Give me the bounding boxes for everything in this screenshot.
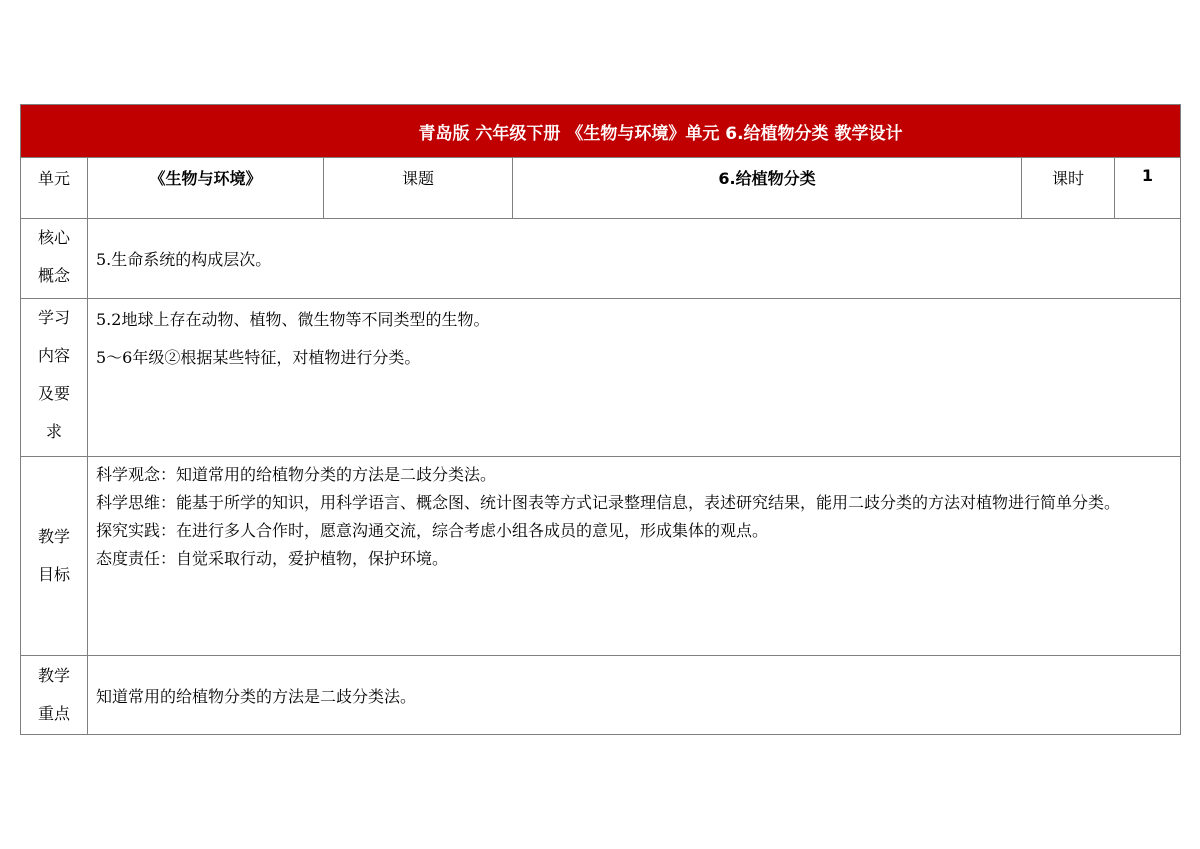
study-content-label-line: 内容 xyxy=(37,346,70,365)
topic-label: 课题 xyxy=(324,158,513,219)
teaching-goals-label-line: 教学 xyxy=(37,527,70,546)
unit-value: 《生物与环境》 xyxy=(88,158,324,219)
teaching-goals-label xyxy=(21,457,88,656)
topic-value: 6.给植物分类 xyxy=(513,158,1022,219)
teaching-goals-label-line: 目标 xyxy=(37,565,70,584)
key-points-label-line: 教学 xyxy=(37,666,70,685)
document-title xyxy=(21,105,1181,158)
teaching-goal-line: 态度责任：自觉采取行动，爱护植物，保护环境。 xyxy=(96,549,449,568)
unit-label: 单元 xyxy=(21,158,88,219)
core-concept-label-line: 概念 xyxy=(37,266,70,285)
teaching-goal-line: 科学思维：能基于所学的知识，用科学语言、概念图、统计图表等方式记录整理信息，表述研究结果，能用二歧分类的方法对植物进行简单分类。 xyxy=(96,493,1121,512)
teaching-goal-line: 探究实践：在进行多人合作时，愿意沟通交流，综合考虑小组各成员的意见，形成集体的观点。 xyxy=(96,521,769,540)
hours-value: 1 xyxy=(1115,158,1181,219)
lesson-plan-table xyxy=(20,104,1181,735)
study-content-line: 5.2地球上存在动物、植物、微生物等不同类型的生物。 xyxy=(96,310,490,329)
key-points-label-line: 重点 xyxy=(37,704,70,723)
core-concept-text: 5.生命系统的构成层次。 xyxy=(88,219,1181,299)
study-content-label-line: 求 xyxy=(45,422,62,441)
study-content-label-line: 学习 xyxy=(37,308,70,327)
core-concept-label-line: 核心 xyxy=(37,228,70,247)
document-title-text: 青岛版 六年级下册 《生物与环境》单元 6.给植物分类 教学设计 xyxy=(418,123,903,144)
study-content-label-line: 及要 xyxy=(37,384,70,403)
key-points-text: 知道常用的给植物分类的方法是二歧分类法。 xyxy=(88,656,1181,735)
key-points-label xyxy=(21,656,88,735)
teaching-goal-line: 科学观念：知道常用的给植物分类的方法是二歧分类法。 xyxy=(96,465,497,484)
hours-label: 课时 xyxy=(1022,158,1115,219)
study-content-text xyxy=(88,299,1181,457)
core-concept-label xyxy=(21,219,88,299)
study-content-label xyxy=(21,299,88,457)
study-content-line: 5～6年级②根据某些特征，对植物进行分类。 xyxy=(96,348,421,367)
teaching-goals-text xyxy=(88,457,1181,656)
